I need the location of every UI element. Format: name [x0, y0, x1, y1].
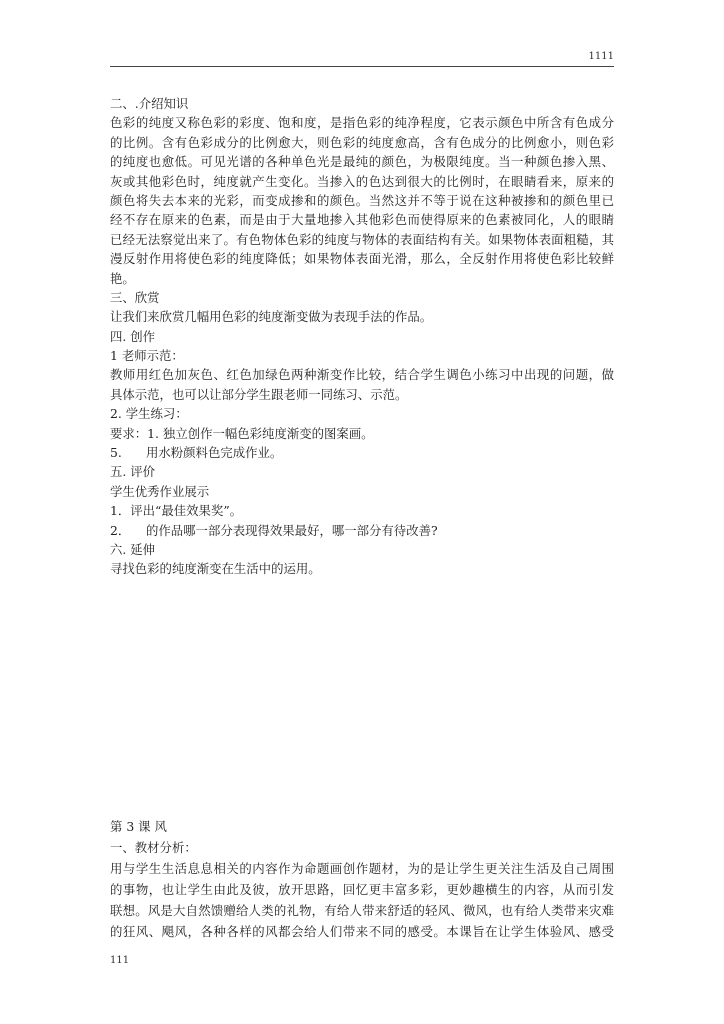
- showcase-text: 学生优秀作业展示: [110, 483, 210, 499]
- paragraph-line: 的纯度也愈低。可见光谱的各种单色光是最纯的颜色，为极限纯度。当一种颜色掺入黑、: [110, 154, 614, 170]
- appreciate-text: 让我们来欣赏几幅用色彩的纯度渐变做为表现手法的作品。: [110, 309, 433, 325]
- section-heading-appreciate: 三、欣赏: [110, 289, 160, 305]
- requirement-item-5: [110, 443, 614, 462]
- paragraph-line: 漫反射作用将使色彩的纯度降低；如果物体表面光滑，那么，全反射作用将使色彩比较鲜: [110, 251, 614, 267]
- paragraph-purity: [110, 113, 614, 288]
- section-heading-intro: 二、.介绍知识: [110, 96, 189, 111]
- header-rule: [110, 66, 614, 67]
- document-body: [110, 94, 614, 579]
- evaluation-item-1: 1．评出“最佳效果奖”。: [110, 503, 243, 519]
- paragraph-line: 艳。: [110, 270, 135, 286]
- section-heading-extend: 六. 延伸: [110, 541, 156, 557]
- teacher-demo-line: 教师用红色加灰色、红色加绿色两种渐变作比较，结合学生调色小练习中出现的问题，做: [110, 367, 614, 383]
- student-practice-title: 2. 学生练习：: [110, 406, 188, 422]
- section-heading-evaluate: 五. 评价: [110, 464, 156, 480]
- analysis-heading: 一、教材分析：: [110, 840, 197, 855]
- item-number: 2．: [110, 522, 131, 538]
- teacher-demo-line: 具体示范，也可以让部分学生跟老师一同练习、示范。: [110, 386, 408, 402]
- lesson-3-section: [110, 816, 614, 942]
- paragraph-line: 经不存在原来的色素，而是由于大量地掺入其他彩色而使得原来的色素被同化，人的眼睛: [110, 212, 614, 228]
- analysis-line: 联想。风是大自然馈赠给人类的礼物，有给人带来舒适的轻风、微风，也有给人类带来灾难: [110, 903, 614, 918]
- paragraph-line: 已经无法察觉出来了。有色物体色彩的纯度与物体的表面结构有关。如果物体表面粗糙，其: [110, 231, 614, 247]
- footer-page-number: 111: [110, 955, 130, 966]
- paragraph-line: 的比例。含有色彩成分的比例愈大，则色彩的纯度愈高，含有色成分的比例愈小，则色彩: [110, 134, 614, 150]
- paragraph-line: 色彩的纯度又称色彩的彩度、饱和度，是指色彩的纯净程度，它表示颜色中所含有色成分: [110, 115, 614, 131]
- teacher-demo-title: 1 老师示范：: [110, 348, 184, 364]
- item-number: 5.: [110, 445, 122, 461]
- paragraph-line: 颜色将失去本来的光彩，而变成掺和的颜色。当然这并不等于说在这种被掺和的颜色里已: [110, 192, 614, 208]
- analysis-line: 的狂风、飓风，各种各样的风都会给人们带来不同的感受。本课旨在让学生体验风、感受: [110, 924, 614, 939]
- item-text: 用水粉颜料色完成作业。: [146, 445, 283, 461]
- analysis-line: 的事物，也让学生由此及彼，放开思路，回忆更丰富多彩，更妙趣横生的内容，从而引发: [110, 882, 614, 897]
- extend-text: 寻找色彩的纯度渐变在生活中的运用。: [110, 561, 321, 577]
- paragraph-line: 灰或其他彩色时，纯度就产生变化。当掺入的色达到很大的比例时，在眼睛看来，原来的: [110, 173, 614, 189]
- requirement-line: 要求：1. 独立创作一幅色彩纯度渐变的图案画。: [110, 425, 374, 441]
- section-heading-create: 四. 创作: [110, 328, 156, 344]
- lesson-title: 第 3 课 风: [110, 819, 167, 834]
- item-text: 的作品哪一部分表现得效果最好，哪一部分有待改善?: [146, 522, 438, 538]
- evaluation-item-2: [110, 521, 614, 540]
- header-page-number: 1111: [588, 51, 614, 62]
- analysis-line: 用与学生生活息息相关的内容作为命题画创作题材，为的是让学生更关注生活及自己周围: [110, 861, 614, 876]
